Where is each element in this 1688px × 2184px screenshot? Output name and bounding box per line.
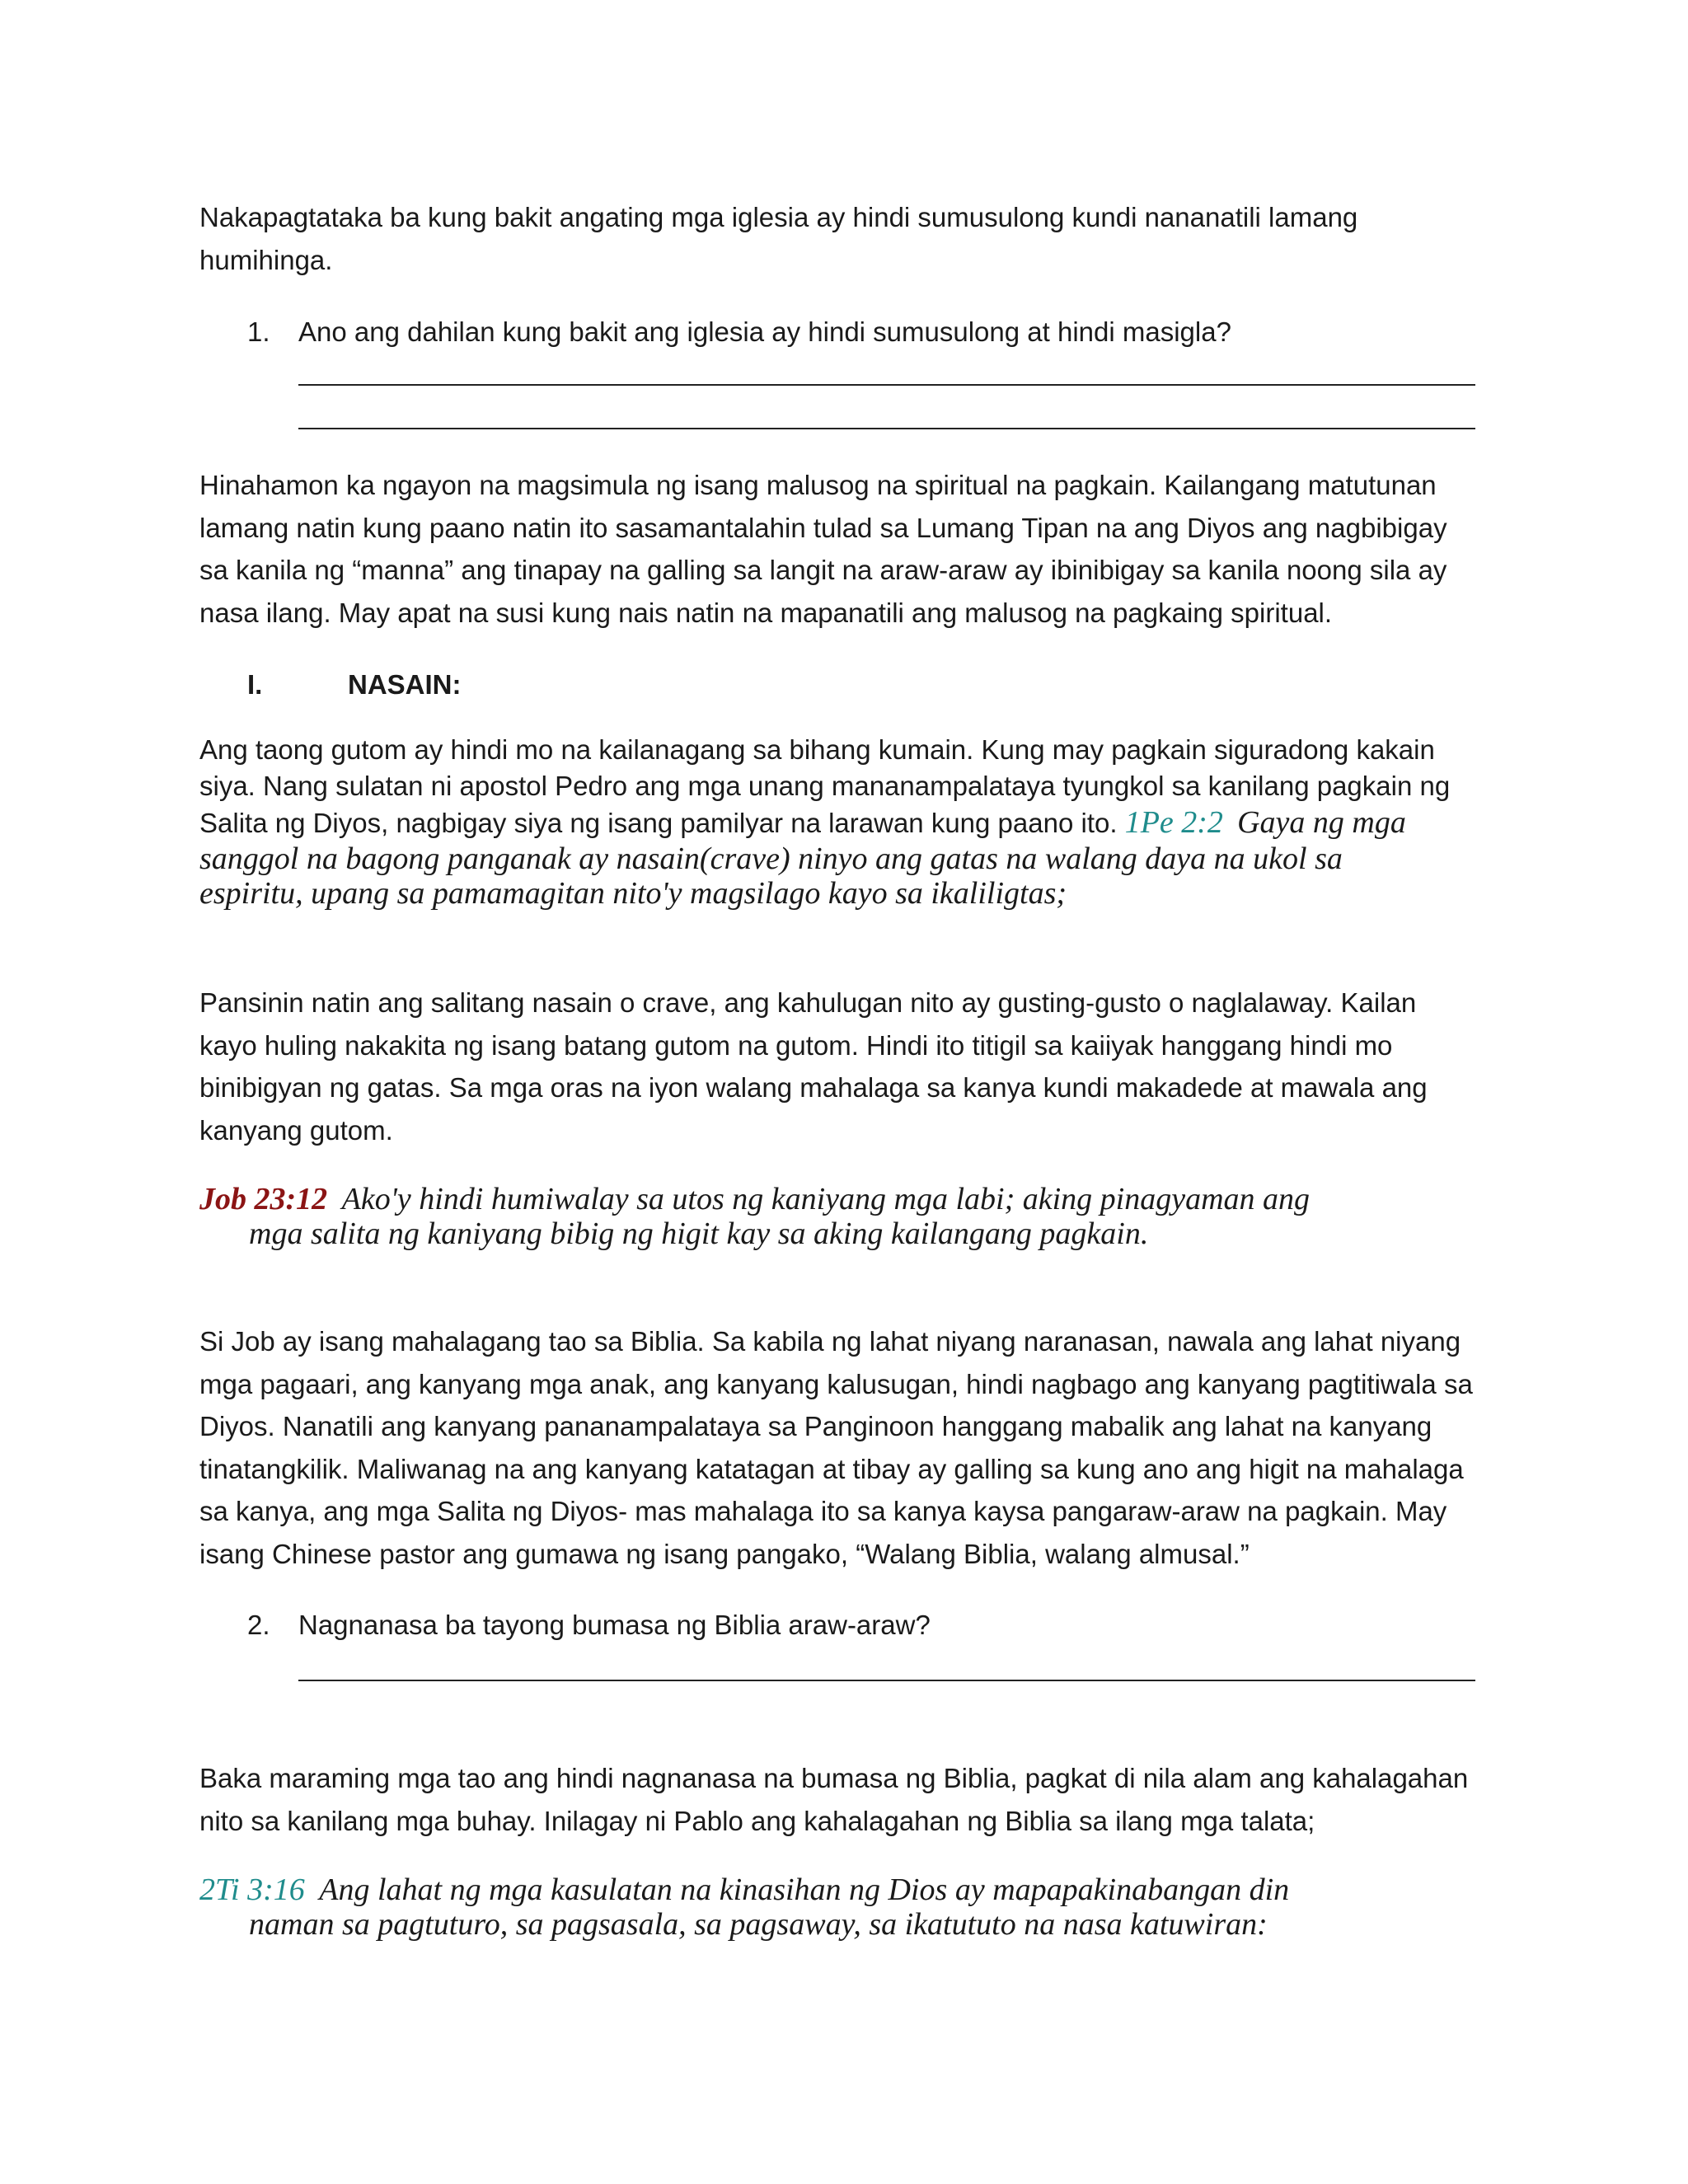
job-line-4: tinatangkilik. Maliwanag na ang kanyang katatagan at tibay ay galling sa kung ano ang higit na mahalaga [199,1453,1464,1484]
crave-line-3: binibigyan ng gatas. Sa mga oras na iyon walang mahalaga sa kanya kundi makadede at mawala ang [199,1072,1428,1103]
challenge-line-4: nasa ilang. May apat na susi kung nais natin na mapanatili ang malusog na pagkaing spiritual. [199,597,1333,628]
question-1-text: Ano ang dahilan kung bakit ang iglesia ay hindi sumusulong at hindi masigla? [298,316,1231,347]
timothy-verse-line-2: naman sa pagtuturo, sa pagsasala, sa pagsaway, sa ikatututo na nasa katuwiran: [249,1907,1268,1942]
verse-1pe-line-2: sanggol na bagong panganak ay nasain(crave) ninyo ang gatas na walang daya na ukol sa [199,841,1343,876]
intro-paragraph [199,196,1485,281]
challenge-line-1: Hinahamon ka ngayon na magsimula ng isang malusog na spiritual na pagkain. Kailangang matutunan [199,470,1437,500]
hungry-line-1: Ang taong gutom ay hindi mo na kailanagang sa bihang kumain. Kung may pagkain siguradong kakain [199,734,1435,765]
verse-1pe-line-3: espiritu, upang sa pamamagitan nito'y magsilago kayo sa ikaliligtas; [199,876,1067,911]
question-2-number: 2. [247,1610,270,1640]
answer-line-2[interactable] [298,1680,1475,1681]
bible-line-1: Baka maraming mga tao ang hindi nagnanasa na bumasa ng Biblia, pagkat di nila alam ang kahalagahan [199,1763,1469,1793]
verse-1pe-start: Gaya ng mga [1237,805,1406,840]
job-line-2: mga pagaari, ang kanyang mga anak, ang kanyang kalusugan, hindi nagbago ang kanyang pagtitiwala sa [199,1368,1473,1399]
job-paragraph [199,1320,1485,1575]
hungry-line-3 [199,804,1485,841]
intro-line-2: humihinga. [199,244,333,275]
verse-reference-job: Job 23:12 [199,1182,328,1216]
timothy-verse-line-1 [199,1872,1485,1907]
job-line-5: sa kanya, ang mga Salita ng Diyos- mas mahalaga ito sa kanya kaysa pangaraw-araw na pagkain. May [199,1496,1447,1526]
challenge-paragraph [199,464,1485,634]
crave-paragraph [199,982,1485,1151]
challenge-line-3: sa kanila ng “manna” ang tinapay na galling sa langit na araw-araw ay ibinibigay sa kanila noong sila ay [199,555,1447,585]
intro-line-1: Nakapagtataka ba kung bakit angating mga iglesia ay hindi sumusulong kundi nananatili lamang [199,202,1358,232]
answer-line-1a[interactable] [298,384,1475,386]
crave-line-2: kayo huling nakakita ng isang batang gutom na gutom. Hindi ito titigil sa kaiiyak hanggang hindi mo [199,1029,1393,1061]
timothy-verse-line-1-text: Ang lahat ng mga kasulatan na kinasihan ng Dios ay mapapakinabangan din [319,1872,1290,1907]
hungry-line-2: siya. Nang sulatan ni apostol Pedro ang mga unang mananampalataya tyungkol sa kanilang pagkain ng [199,771,1451,801]
job-verse-line-1 [199,1182,1485,1216]
section-roman-numeral: I. [247,669,263,700]
hungry-paragraph [199,732,1485,911]
question-2-text: Nagnanasa ba tayong bumasa ng Biblia araw-araw? [298,1610,931,1640]
answer-line-1b[interactable] [298,428,1475,429]
job-line-6: isang Chinese pastor ang gumawa ng isang pangako, “Walang Biblia, walang almusal.” [199,1538,1250,1569]
job-verse-line-2: mga salita ng kaniyang bibig ng higit kay sa aking kailangang pagkain. [249,1216,1149,1251]
question-1-number: 1. [247,316,270,347]
section-title: NASAIN: [348,669,462,700]
bible-line-2: nito sa kanilang mga buhay. Inilagay ni Pablo ang kahalagahan ng Biblia sa ilang mga talata; [199,1805,1315,1836]
verse-reference-2ti: 2Ti 3:16 [199,1872,305,1907]
timothy-verse-block [199,1872,1485,1942]
hungry-line-3-text: Salita ng Diyos, nagbigay siya ng isang pamilyar na larawan kung paano ito. [199,808,1118,838]
crave-line-1: Pansinin natin ang salitang nasain o crave, ang kahulugan nito ay gusting-gusto o naglalaway. Kailan [199,987,1417,1018]
job-line-3: Diyos. Nanatili ang kanyang pananampalataya sa Panginoon hanggang mabalik ang lahat na kanyang [199,1411,1432,1441]
bible-paragraph [199,1757,1485,1842]
verse-reference-1pe: 1Pe 2:2 [1124,805,1223,840]
crave-line-4: kanyang gutom. [199,1114,393,1146]
job-line-1: Si Job ay isang mahalagang tao sa Biblia. Sa kabila ng lahat niyang naranasan, nawala ang lahat niyang [199,1326,1461,1357]
job-verse-block [199,1182,1485,1251]
job-verse-line-1-text: Ako'y hindi humiwalay sa utos ng kaniyang mga labi; aking pinagyaman ang [341,1182,1311,1216]
challenge-line-2: lamang natin kung paano natin ito sasamantalahin tulad sa Lumang Tipan na ang Diyos ang nagbibigay [199,512,1447,543]
